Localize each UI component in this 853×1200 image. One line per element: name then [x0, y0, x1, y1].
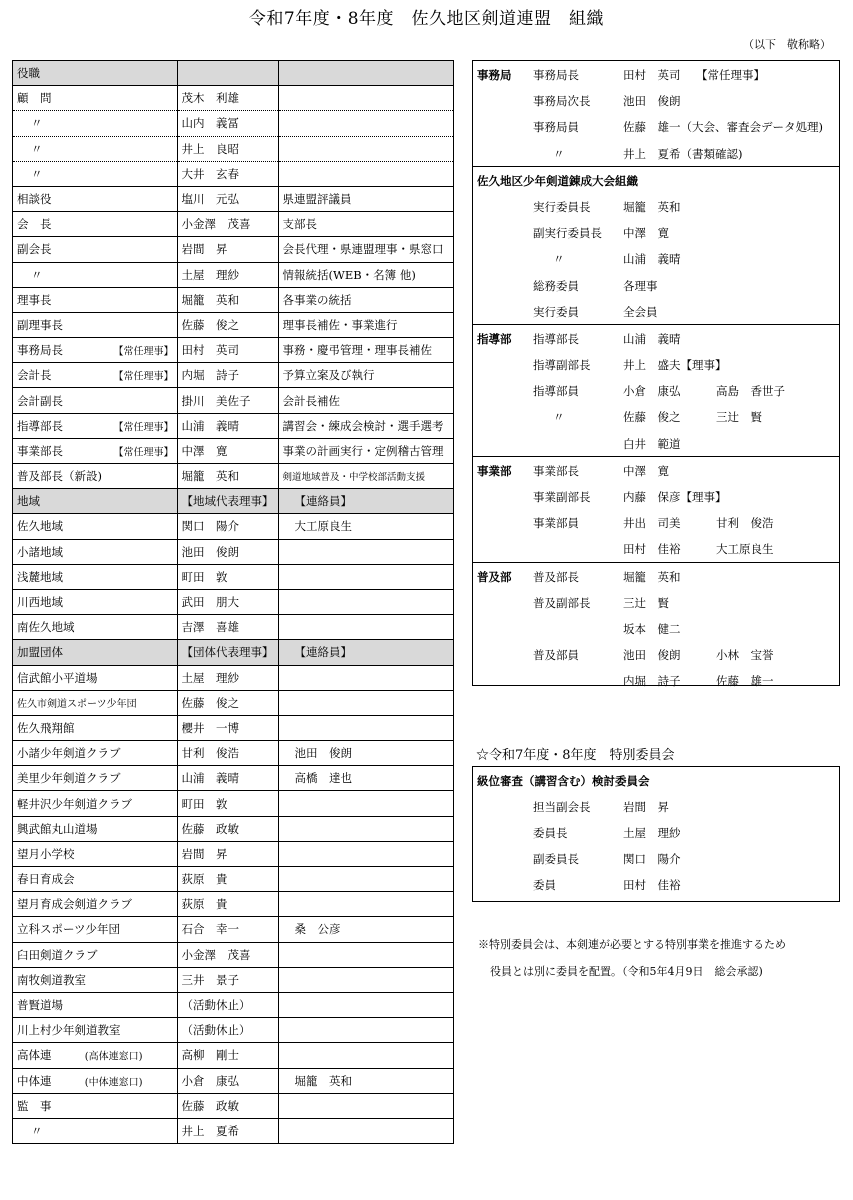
officer-row [13, 262, 454, 287]
group-rep: （活動休止） [177, 992, 278, 1017]
group-name: 川上村少年剣道教室 [17, 1023, 121, 1038]
officer-duty [278, 111, 453, 136]
officer-row [13, 413, 454, 438]
org-row [473, 641, 839, 667]
officer-role: 〃 [31, 166, 43, 181]
org-name: 小倉 康弘 [623, 384, 681, 399]
committee-role: 担当副会長 [533, 800, 591, 814]
officer-duty: 事業の計画実行・定例稽古管理 [278, 438, 453, 463]
officer-name: 佐藤 俊之 [177, 312, 278, 337]
officer-role: 指導部長 【常任理事】 [17, 418, 174, 434]
group-rep: 山浦 義晴 [177, 766, 278, 791]
org-name: 内堀 詩子 [623, 674, 681, 689]
region-rep: 武田 朋大 [177, 589, 278, 614]
group-rep: 岩間 昇 [177, 841, 278, 866]
org-name: 佐藤 俊之 [623, 410, 681, 425]
group-rep: 町田 敦 [177, 791, 278, 816]
org-section [473, 167, 839, 325]
group-liaison: 高橋 達也 [278, 766, 453, 791]
group-rep: 佐藤 俊之 [177, 690, 278, 715]
group-name: 〃 [31, 1123, 43, 1138]
header-cell: 加盟団体 [13, 640, 178, 665]
org-dept-label: 事業部 [477, 463, 512, 478]
org-name: 中澤 寛 [623, 226, 669, 241]
org-name: 全会員 [623, 304, 658, 319]
org-role: 実行委員長 [533, 199, 591, 214]
org-row [473, 667, 839, 693]
region-name: 川西地域 [17, 595, 63, 610]
group-row [13, 892, 454, 917]
officer-name: 小金澤 茂喜 [177, 212, 278, 237]
group-liaison [278, 816, 453, 841]
officer-name: 掛川 美佐子 [177, 388, 278, 413]
group-liaison [278, 665, 453, 690]
officer-duty: 事務・慶弔管理・理事長補佐 [278, 338, 453, 363]
group-name: 高体連 (高体連窓口) [17, 1048, 143, 1063]
committee-name: 関口 陽介 [623, 852, 681, 866]
officer-duty [278, 136, 453, 161]
org-name: 井出 司美 [623, 516, 681, 531]
org-row [473, 377, 839, 403]
officer-role: 副会長 [17, 242, 52, 257]
group-rep: 小金澤 茂喜 [177, 942, 278, 967]
org-section [473, 457, 839, 563]
officer-row [13, 438, 454, 463]
org-role: 指導部員 [533, 384, 579, 399]
group-name: 望月育成会剣道クラブ [17, 897, 132, 912]
special-committee-heading: ☆令和7年度・8年度 特別委員会 [476, 748, 675, 763]
officer-row [13, 338, 454, 363]
officer-row [13, 212, 454, 237]
region-liaison [278, 589, 453, 614]
org-row [473, 563, 839, 589]
footnote-line-2: 役員とは別に委員を配置。（令和5年4月9日 総会承認) [490, 965, 763, 978]
org-name: 三辻 賢 [623, 595, 669, 610]
group-liaison: 堀籠 英和 [278, 1068, 453, 1093]
committee-title: 級位審査（講習含む）検討委員会 [477, 774, 650, 788]
org-row [473, 87, 839, 113]
org-name-2: 小林 宝誉 [716, 648, 774, 663]
officer-name: 山浦 義晴 [177, 413, 278, 438]
special-committee-box [472, 766, 840, 902]
group-liaison [278, 1043, 453, 1068]
org-section [473, 325, 839, 457]
group-rep: 小倉 康弘 [177, 1068, 278, 1093]
group-liaison [278, 1118, 453, 1143]
officer-sub-label: 【常任理事】 [113, 422, 174, 434]
org-name: 池田 俊朗 [623, 648, 681, 663]
org-role: 普及部長 [533, 569, 579, 584]
group-row [13, 967, 454, 992]
group-row [13, 1118, 454, 1143]
committee-name: 岩間 昇 [623, 800, 669, 814]
officer-row [13, 161, 454, 186]
group-row [13, 715, 454, 740]
officer-duty [278, 161, 453, 186]
group-name: 監 事 [17, 1098, 52, 1113]
org-extra-wrap [696, 67, 765, 83]
org-role: 副実行委員長 [533, 226, 602, 241]
org-name: 坂本 健二 [623, 621, 681, 636]
group-liaison [278, 967, 453, 992]
org-section [473, 563, 839, 694]
org-section-title: 佐久地区少年剣道錬成大会組織 [477, 173, 638, 188]
honorific-note: （以下 敬称略） [743, 38, 831, 51]
org-role: 普及部員 [533, 648, 579, 663]
group-name: 普賢道場 [17, 998, 63, 1013]
region-rep: 関口 陽介 [177, 514, 278, 539]
officer-row [13, 312, 454, 337]
officer-duty: 講習会・練成会検討・選手選考 [278, 413, 453, 438]
officer-duty: 会計長補佐 [278, 388, 453, 413]
group-name: 佐久市剣道スポーツ少年団 [17, 699, 137, 711]
group-name: 臼田剣道クラブ [17, 947, 98, 962]
officer-duty [278, 86, 453, 111]
officer-name: 塩川 元弘 [177, 186, 278, 211]
org-role: 指導副部長 [533, 358, 591, 373]
group-rep: 荻原 貴 [177, 867, 278, 892]
org-dept-label: 事務局 [477, 68, 512, 82]
group-name: 南牧剣道教室 [17, 972, 86, 987]
group-rep: 土屋 理紗 [177, 665, 278, 690]
footnote-line-1: ※特別委員会は、本剣連が必要とする特別事業を推進するため [478, 938, 786, 951]
region-rep: 町田 敦 [177, 564, 278, 589]
group-row [13, 942, 454, 967]
region-row [13, 539, 454, 564]
committee-role: 委員長 [533, 826, 568, 840]
group-rep: （活動休止） [177, 1018, 278, 1043]
officer-row [13, 363, 454, 388]
group-row [13, 1068, 454, 1093]
officer-duty: 理事長補佐・事業進行 [278, 312, 453, 337]
officer-row [13, 136, 454, 161]
region-row [13, 615, 454, 640]
org-row [473, 245, 839, 271]
org-section [473, 61, 839, 167]
officer-name: 堀籠 英和 [177, 464, 278, 489]
region-liaison [278, 564, 453, 589]
officer-duty: 県連盟評議員 [278, 186, 453, 211]
group-sub-label: (高体連窓口) [84, 1051, 143, 1063]
org-name: 堀籠 英和 [623, 569, 681, 584]
org-row [473, 535, 839, 561]
org-role: 事務局員 [533, 120, 579, 135]
group-name: 信武館小平道場 [17, 670, 98, 685]
organization-box [472, 60, 840, 689]
org-row [473, 615, 839, 641]
officer-row [13, 287, 454, 312]
group-name: 小諸少年剣道クラブ [17, 746, 121, 761]
committee-title-row [473, 767, 839, 793]
region-name: 浅麓地域 [17, 569, 63, 584]
officer-role: 会計副長 [17, 393, 63, 408]
org-role: 総務委員 [533, 278, 579, 293]
group-row [13, 1043, 454, 1068]
group-liaison [278, 791, 453, 816]
committee-name: 田村 佳裕 [623, 878, 681, 892]
officer-duty: 剣道地域普及・中学校部活動支援 [278, 464, 453, 489]
group-liaison [278, 992, 453, 1017]
group-liaison: 池田 俊朗 [278, 741, 453, 766]
header-cell: 地域 [13, 489, 178, 514]
region-liaison: 大工原良生 [278, 514, 453, 539]
group-rep: 井上 夏希 [177, 1118, 278, 1143]
region-row [13, 514, 454, 539]
org-name: 各理事 [623, 278, 658, 293]
officer-name: 岩間 昇 [177, 237, 278, 262]
group-row [13, 992, 454, 1017]
org-name: 中澤 寛 [623, 463, 669, 478]
group-row [13, 867, 454, 892]
officer-row [13, 86, 454, 111]
officer-duty: 支部長 [278, 212, 453, 237]
region-name: 南佐久地域 [17, 620, 75, 635]
header-cell: 【連絡員】 [278, 640, 453, 665]
header-cell: 【団体代表理事】 [177, 640, 278, 665]
group-liaison [278, 1018, 453, 1043]
org-row [473, 483, 839, 509]
committee-row [473, 793, 839, 819]
org-dept-label: 普及部 [477, 569, 512, 584]
groups-header-row [13, 640, 454, 665]
officer-row [13, 464, 454, 489]
org-name: 山浦 義晴 [623, 331, 681, 346]
group-rep: 佐藤 政敏 [177, 1093, 278, 1118]
committee-name: 土屋 理紗 [623, 826, 681, 840]
group-name: 春日育成会 [17, 872, 75, 887]
officer-role: 事務局長 【常任理事】 [17, 343, 174, 358]
committee-role: 委員 [533, 878, 556, 892]
org-row [473, 61, 839, 87]
region-rep: 池田 俊朗 [177, 539, 278, 564]
officer-row [13, 186, 454, 211]
org-name: 佐藤 雄一（大会、審査会データ処理) [623, 120, 823, 135]
regions-header-row [13, 489, 454, 514]
officer-role: 副理事長 [17, 317, 63, 332]
org-name: 山浦 義晴 [623, 252, 681, 267]
org-name: 井上 盛夫【理事】 [623, 358, 727, 373]
org-role: 事務局次長 [533, 94, 591, 109]
org-name: 内藤 保彦【理事】 [623, 490, 727, 504]
org-role: 〃 [553, 146, 565, 161]
group-row [13, 741, 454, 766]
officer-name: 堀籠 英和 [177, 287, 278, 312]
org-name: 白井 範道 [623, 436, 681, 451]
officers-table [12, 60, 454, 1144]
officer-role: 〃 [31, 141, 43, 156]
officer-role: 会 長 [17, 217, 52, 232]
officers-header-row [13, 61, 454, 86]
group-liaison [278, 942, 453, 967]
officer-name: 田村 英司 [177, 338, 278, 363]
header-cell [278, 61, 453, 86]
officer-row [13, 388, 454, 413]
officer-name: 茂木 利雄 [177, 86, 278, 111]
org-name: 池田 俊朗 [623, 94, 681, 109]
group-rep: 高柳 剛士 [177, 1043, 278, 1068]
group-liaison [278, 715, 453, 740]
header-cell: 【連絡員】 [278, 489, 453, 514]
org-name: 田村 佳裕 [623, 542, 681, 557]
officer-duty: 各事業の統括 [278, 287, 453, 312]
group-row [13, 665, 454, 690]
officer-duty: 情報統括(WEB・名簿 他) [278, 262, 453, 287]
committee-row [473, 845, 839, 871]
group-liaison [278, 892, 453, 917]
region-row [13, 589, 454, 614]
group-rep: 櫻井 一博 [177, 715, 278, 740]
group-row [13, 917, 454, 942]
committee-role: 副委員長 [533, 852, 579, 866]
region-row [13, 564, 454, 589]
officer-name: 内堀 詩子 [177, 363, 278, 388]
org-section-title-row [473, 167, 839, 193]
group-row [13, 766, 454, 791]
org-name: 田村 英司 [623, 68, 681, 82]
group-liaison [278, 1093, 453, 1118]
org-role: 事業部長 [533, 463, 579, 478]
org-row [473, 298, 839, 324]
group-row [13, 690, 454, 715]
group-sub-label: (中体連窓口) [84, 1077, 143, 1089]
region-liaison [278, 539, 453, 564]
group-rep: 石合 幸一 [177, 917, 278, 942]
group-row [13, 1018, 454, 1043]
group-rep: 三井 景子 [177, 967, 278, 992]
officer-role: 理事長 [17, 292, 52, 307]
officer-name: 大井 玄春 [177, 161, 278, 186]
group-liaison: 桑 公彦 [278, 917, 453, 942]
org-row [473, 113, 839, 139]
org-name: 井上 夏希（書類確認) [623, 146, 743, 161]
group-name: 興武館丸山道場 [17, 821, 98, 836]
org-dept-label: 指導部 [477, 331, 512, 346]
officer-sub-label: 【常任理事】 [113, 346, 174, 358]
group-liaison [278, 841, 453, 866]
org-name-2: 大工原良生 [716, 542, 774, 557]
org-row [473, 325, 839, 351]
org-name-2: 三辻 賢 [716, 410, 762, 425]
page-title: 令和7年度・8年度 佐久地区剣道連盟 組織 [248, 9, 605, 29]
officer-sub-label: 【常任理事】 [113, 371, 174, 383]
officer-role: 〃 [31, 116, 43, 131]
org-row [473, 272, 839, 298]
officer-name: 中澤 寛 [177, 438, 278, 463]
officer-role: 相談役 [17, 192, 52, 207]
group-name: 立科スポーツ少年団 [17, 922, 121, 937]
group-row [13, 1093, 454, 1118]
org-name-2: 甘利 俊浩 [716, 516, 774, 531]
org-name: 堀籠 英和 [623, 199, 681, 214]
officer-role: 顧 問 [17, 91, 52, 106]
officer-role: 事業部長 【常任理事】 [17, 443, 174, 459]
group-name: 軽井沢少年剣道クラブ [17, 796, 132, 811]
group-name: 佐久飛翔館 [17, 720, 75, 735]
header-cell: 【地域代表理事】 [177, 489, 278, 514]
region-name: 小諸地域 [17, 544, 63, 559]
region-name: 佐久地域 [17, 519, 63, 534]
org-name-2: 佐藤 雄一 [716, 674, 774, 689]
region-liaison [278, 615, 453, 640]
org-row [473, 140, 839, 166]
officer-duty: 予算立案及び執行 [278, 363, 453, 388]
org-row [473, 193, 839, 219]
header-cell: 役職 [13, 61, 178, 86]
org-row [473, 430, 839, 456]
region-rep: 吉澤 喜雄 [177, 615, 278, 640]
org-row [473, 589, 839, 615]
group-name: 中体連 (中体連窓口) [17, 1073, 143, 1089]
org-role: 普及副部長 [533, 595, 591, 610]
officer-name: 井上 良昭 [177, 136, 278, 161]
org-row [473, 509, 839, 535]
committee-row [473, 871, 839, 897]
group-row [13, 791, 454, 816]
org-row [473, 403, 839, 429]
officer-name: 山内 義冨 [177, 111, 278, 136]
officer-duty: 会長代理・県連盟理事・県窓口 [278, 237, 453, 262]
group-row [13, 841, 454, 866]
org-role: 事務局長 [533, 68, 579, 82]
org-name-2: 高島 香世子 [716, 384, 785, 399]
officer-row [13, 111, 454, 136]
header-cell [177, 61, 278, 86]
org-role: 〃 [553, 410, 565, 425]
group-liaison [278, 867, 453, 892]
org-role: 事業部員 [533, 516, 579, 531]
group-rep: 佐藤 政敏 [177, 816, 278, 841]
officer-role: 普及部長（新設) [17, 469, 102, 484]
officer-row [13, 237, 454, 262]
org-row [473, 219, 839, 245]
org-row [473, 457, 839, 483]
group-rep: 甘利 俊浩 [177, 741, 278, 766]
group-name: 望月小学校 [17, 846, 75, 861]
committee-row [473, 819, 839, 845]
group-rep: 荻原 貴 [177, 892, 278, 917]
org-row [473, 351, 839, 377]
group-row [13, 816, 454, 841]
group-liaison [278, 690, 453, 715]
officer-role: 〃 [31, 267, 43, 282]
org-extra: 【常任理事】 [696, 68, 765, 82]
org-role: 〃 [553, 252, 565, 267]
officer-sub-label: 【常任理事】 [113, 447, 174, 459]
org-role: 指導部長 [533, 331, 579, 346]
org-role: 実行委員 [533, 304, 579, 319]
officer-name: 土屋 理紗 [177, 262, 278, 287]
org-role: 事業副部長 [533, 490, 591, 504]
officer-role: 会計長 【常任理事】 [17, 368, 174, 383]
group-name: 美里少年剣道クラブ [17, 771, 121, 786]
